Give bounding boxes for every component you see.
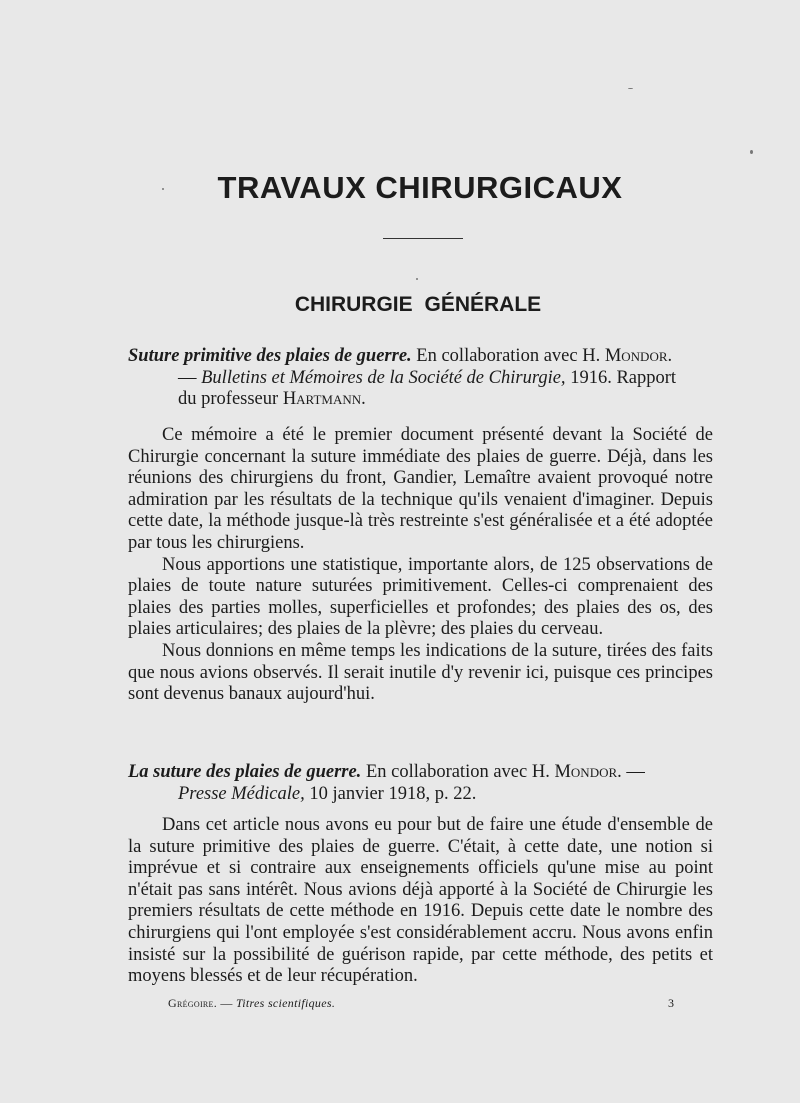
scan-speck <box>628 88 633 89</box>
title-divider <box>383 238 463 239</box>
reference-line <box>128 346 713 368</box>
entry-title: La suture des plaies de guerre. <box>128 762 362 782</box>
footer-title: Titres scientifiques. <box>235 996 336 1010</box>
reference-line <box>128 762 713 784</box>
entry-title: Suture primitive des plaies de guerre. <box>128 346 412 366</box>
entry-collaboration: En collaboration avec H. <box>361 762 555 782</box>
reference-line <box>128 368 713 390</box>
reference-line <box>128 389 713 411</box>
footer-dash: — <box>217 996 236 1010</box>
entry-report-name: Hartmann. <box>282 389 366 409</box>
entry-date: 10 janvier 1918, p. 22. <box>304 783 477 804</box>
body-paragraph: Nous apportions une statistique, importante alors, de 125 observations de plaies de toute nature suturées primitivement. Celles-ci comprenaient des plaies des parties molles, superficielles et profondes; des plaies des os, des plaies articulaires; des plaies de la plèvre; des plaies du cerveau. <box>128 554 713 640</box>
page-number: 3 <box>668 996 674 1010</box>
reference-entry-1 <box>128 346 713 411</box>
body-paragraph: Nous donnions en même temps les indications de la suture, tirées des faits que nous avions observés. Il serait inutile d'y revenir ici, puisque ces principes sont devenus banaux aujourd'hui. <box>128 640 713 705</box>
entry-report-prefix: du professeur <box>178 389 283 409</box>
scan-speck <box>750 150 753 154</box>
entry-dash: — <box>621 762 645 782</box>
scan-speck <box>162 188 164 190</box>
entry-journal: Presse Médicale, <box>178 783 305 804</box>
entry-year: 1916. Rapport <box>565 367 677 388</box>
entry-journal: Bulletins et Mémoires de la Société de Chirurgie, <box>201 367 566 388</box>
entry-dash: — <box>178 367 202 388</box>
section-title: CHIRURGIE GÉNÉRALE <box>294 293 542 316</box>
entry-collaborator: Mondor. <box>554 762 622 782</box>
body-paragraph: Ce mémoire a été le premier document présenté devant la Société de Chirurgie concernant la suture immédiate des plaies de guerre. Déjà, dans les réunions des chirurgiens du front, Gandier, Lemaître avaient provoqué notre admiration par les résultats de la technique qu'ils venaient d'imaginer. Depuis cette date, la méthode jusque-là très restreinte s'est généralisée et a été adoptée par tous les chirurgiens. <box>128 425 713 553</box>
reference-entry-2 <box>128 762 713 805</box>
entry-collaboration: En collaboration avec H. <box>411 346 605 366</box>
entry-2-body <box>128 815 713 988</box>
footer-author: Grégoire. <box>168 996 218 1010</box>
entry-1-body <box>128 425 713 706</box>
page-footer <box>168 996 335 1011</box>
page-title: TRAVAUX CHIRURGICAUX <box>217 170 623 205</box>
reference-line <box>128 784 713 806</box>
entry-collaborator: Mondor. <box>604 346 673 366</box>
scan-speck <box>416 278 418 280</box>
body-paragraph: Dans cet article nous avons eu pour but de faire une étude d'ensemble de la suture primitive des plaies de guerre. C'était, à cette date, une notion si imprévue et si contraire aux enseignements officiels qu'une mise au point n'était pas sans intérêt. Nous avions déjà apporté à la Société de Chirurgie les premiers résultats de cette méthode en 1916. Depuis cette date le nombre des chirurgiens qui l'ont employée s'est considérablement accru. Nous avons enfin insisté sur la possibilité de guérison rapide, par cette méthode, des petits et moyens blessés et de leur récupération. <box>128 815 713 987</box>
